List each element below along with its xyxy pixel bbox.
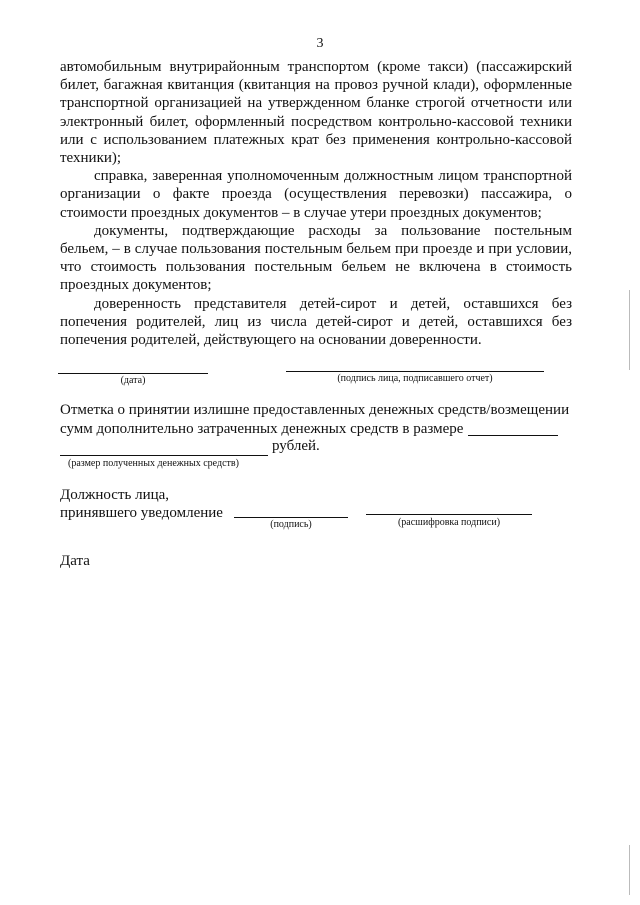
refund-note-line1: Отметка о принятии излишне предоставленных денежных средств/возмещении: [60, 402, 570, 418]
paragraph-certificate: справка, заверенная уполномоченным должностным лицом транспортной организации о факте проезда (осуществления перевозки) пассажира, о стоимости проездных документов – в случае утери проездных документов;: [60, 168, 572, 221]
date-line: [58, 373, 208, 374]
acceptance-decoding-line: [366, 514, 532, 515]
reporter-signature-caption: (подпись лица, подписавшего отчет): [337, 373, 493, 384]
date-label: Дата: [60, 553, 90, 569]
scan-edge-mark: [629, 845, 630, 895]
refund-amount-inline-line: [468, 435, 558, 436]
scan-edge-mark: [629, 290, 630, 370]
refund-amount-caption: (размер полученных денежных средств): [68, 458, 239, 469]
acceptance-decoding-caption: (расшифровка подписи): [397, 517, 501, 528]
acceptance-signature-line: [234, 517, 348, 518]
refund-currency: рублей.: [272, 438, 320, 454]
refund-amount-line: [60, 455, 268, 456]
date-caption: (дата): [120, 375, 146, 386]
refund-note-line2: сумм дополнительно затраченных денежных средств в размере: [60, 421, 464, 437]
reporter-signature-line: [286, 371, 544, 372]
acceptance-position-line1: Должность лица,: [60, 487, 170, 503]
paragraph-bedding-documents: документы, подтверждающие расходы за пользование постельным бельем, – в случае пользования постельным бельем при проезде и при условии, что стоимость пользования постельным бельем не включена в стоимость проездных документов;: [60, 222, 572, 294]
acceptance-position-line2: принявшего уведомление: [60, 505, 223, 521]
acceptance-signature-caption: (подпись): [270, 519, 312, 530]
paragraph-transport-tickets: автомобильным внутрирайонным транспортом (кроме такси) (пассажирский билет, багажная квитанция (квитанция на провоз ручной клади), оформленные транспортной организацией на утвержденном бланке строгой отчетности или электронный билет, оформленный посредством контрольно-кассовой техники или с использованием платежных крат без применения контрольно-кассовой техники);: [60, 59, 572, 167]
paragraph-power-of-attorney: доверенность представителя детей-сирот и детей, оставшихся без попечения родителей, лиц из числа детей-сирот и детей, оставшихся без попечения родителей, действующего на основании доверенности.: [60, 295, 572, 349]
page-number: 3: [316, 36, 324, 51]
body-text: [60, 58, 572, 349]
